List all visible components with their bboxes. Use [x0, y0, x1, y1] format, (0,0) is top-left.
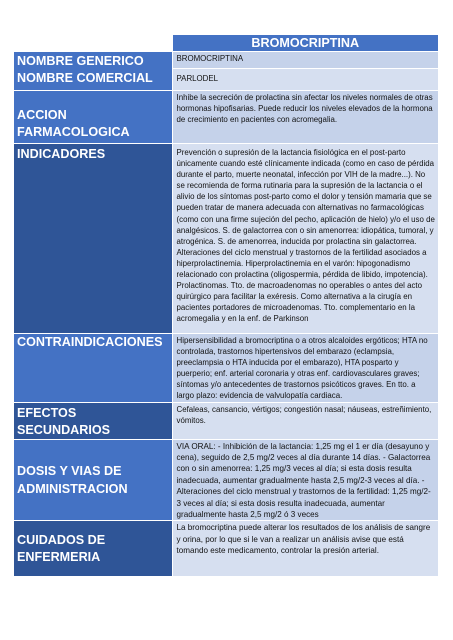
label-dosis-line-2: ADMINISTRACION: [17, 481, 128, 496]
label-commercial-name: NOMBRE COMERCIAL: [17, 70, 153, 85]
table-row: [14, 521, 439, 577]
label-generic-name: NOMBRE GENERICO: [17, 54, 144, 68]
label-cuidados: [14, 521, 173, 577]
table-row: [14, 439, 439, 521]
value-commercial-name: PARLODEL: [172, 69, 439, 91]
value-accion-farmacologica: Inhibe la secreción de prolactina sin afectar los niveles normales de otras hormonas hipofisarias. Puede reducir los niveles elevados de la hormona de crecimiento en pacientes con acromegalia.: [172, 91, 439, 144]
value-generic-name: BROMOCRIPTINA: [172, 52, 439, 69]
title-spacer: [14, 35, 173, 52]
title-row: [14, 35, 439, 52]
label-indicadores: INDICADORES: [14, 144, 173, 334]
label-cuidados-line-1: CUIDADOS DE: [17, 532, 106, 547]
value-efectos-secundarios: Cefaleas, cansancio, vértigos; congestión nasal; náuseas, estreñimiento, vómitos.: [172, 402, 439, 439]
value-dosis-vias: VIA ORAL: - Inhibición de la lactancia: 1,25 mg el 1 er día (desayuno y cena), seguido de 2,5 mg/2 veces al día durante 14 días. - Galactorrea con o sin amenorrea: 1,25 mg/3 veces al día; si esta dosis resulta inadecuada, aumentar gradualmente hasta 2,5 mg/2-3 veces al día. - Alteraciones del ciclo menstrual y trastornos de la fertilidad: 1,25 mg/2-3 veces al día; si esta dosis resulta inadecuada, aumentar gradualmente hasta 2,5 mg/2 ó 3 veces: [172, 439, 439, 521]
label-cuidados-line-2: ENFERMERIA: [17, 549, 101, 564]
table-row: [14, 52, 439, 69]
label-dosis-vias: [14, 439, 173, 521]
label-efectos-secundarios: EFECTOS SECUNDARIOS: [14, 402, 173, 439]
value-indicadores: Prevención o supresión de la lactancia fisiológica en el post-parto únicamente cuando esté clínicamente indicada (como en caso de pérdida durante el parto, muerte neonatal, infección por VIH de la madre...). No se recomienda de forma rutinaria para la supresión de la lactancia o el alivio de los síntomas post-parto como el dolor y tensión mamaria que se pueden tratar de manera adecuada con alternativas no farmacológicas (como con una firme sujeción del pecho, aplicación de hielo) y/o el uso de analgésicos. S. de galactorrea con o sin amenorrea: idiopática, tumoral, y atrogénica. S. de amenorrea, inducida por prolactina sin galactorrea. Alteraciones del ciclo menstrual y trastornos de la fertilidad asociados a hiperprolactinemia. Hiperprolactinemia en el varón: hipogonadismo relacionado con prolactina (oligospermia, pérdida de libido, impotencia). Prolactinomas. Tto. de macroadenomas no operables o antes del acto quirúrgico para facilitar la exéresis. Como alternativa a la cirugía en pacientes portadores de microadenomas. Tto. complementario en la acromegalia y en la enf. de Parkinson: [172, 144, 439, 334]
table-row: [14, 144, 439, 334]
drug-info-table: [13, 34, 439, 577]
table-row: [14, 402, 439, 439]
label-generic-commercial-cell: [14, 52, 173, 91]
label-contraindicaciones: CONTRAINDICACIONES: [14, 334, 173, 403]
table-row: [14, 91, 439, 144]
label-accion-farmacologica: ACCION FARMACOLOGICA: [14, 91, 173, 144]
table-title: BROMOCRIPTINA: [172, 35, 439, 52]
value-contraindicaciones: Hipersensibilidad a bromocriptina o a otros alcaloides ergóticos; HTA no controlada, trastornos hipertensivos del embarazo (eclampsia, preeclampsia o HTA inducida por el embarazo), HTA posparto y puerperio; enf. arterial coronaria y otras enf. cardiovasculares graves; síntomas y/o antecedentes de trastornos psicóticos graves. En tto. a largo plazo: evidencia de valvulopatía cardiaca.: [172, 334, 439, 403]
label-dosis-line-1: DOSIS Y VIAS DE: [17, 463, 122, 478]
value-cuidados: La bromocriptina puede alterar los resultados de los análisis de sangre y orina, por lo que si le van a realizar un análisis avise que está tomando este medicamento, controlar la presión arterial.: [172, 521, 439, 577]
table-row: [14, 334, 439, 403]
